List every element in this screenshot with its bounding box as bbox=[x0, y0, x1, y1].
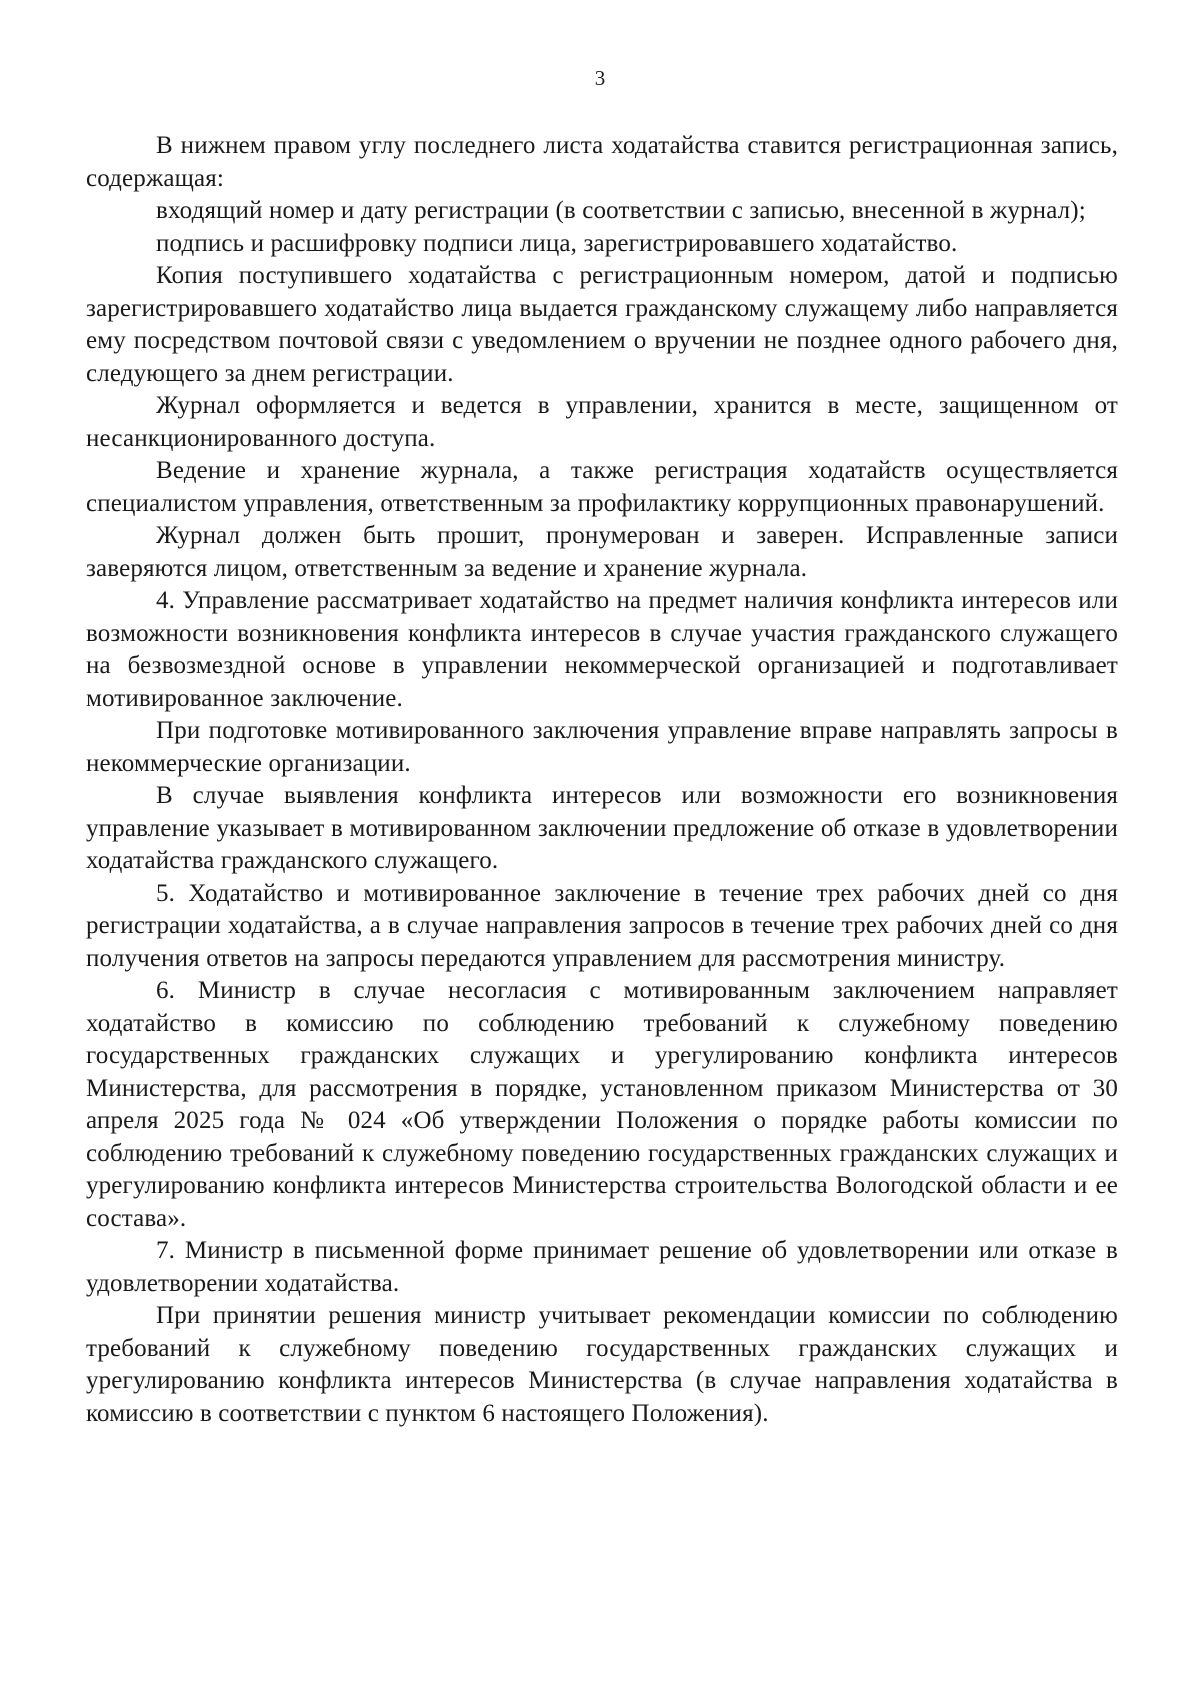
paragraph-copy-issued: Копия поступившего ходатайства с регистрационным номером, датой и подписью зарегистрировавшего ходатайство лица выдается гражданскому служащему либо направляется ему посредством почтовой связи с уведомлением о вручении не позднее одного рабочего дня, следующего за днем регистрации. bbox=[86, 262, 1118, 387]
paragraph-item-6: 6. Министр в случае несогласия с мотивированным заключением направляет ходатайство в комиссию по соблюдению требований к служебному поведению государственных гражданских служащих и урегулированию конфликта интересов Министерства, для рассмотрения в порядке, установленном приказом Министерства от 30 апреля 2025 года № 024 «Об утверждении Положения о порядке работы комиссии по соблюдению требований к служебному поведению государственных гражданских служащих и урегулированию конфликта интересов Министерства строительства Вологодской области и ее состава». bbox=[86, 977, 1118, 1232]
page-number: 3 bbox=[594, 66, 606, 90]
paragraph-registration-record: В нижнем правом углу последнего листа ходатайства ставится регистрационная запись, содержащая: bbox=[86, 132, 1118, 192]
paragraph-requests: При подготовке мотивированного заключения управление вправе направлять запросы в некоммерческие организации. bbox=[86, 717, 1118, 777]
paragraph-commission-recommendations: При принятии решения министр учитывает рекомендации комиссии по соблюдению требований к служебному поведению государственных гражданских служащих и урегулированию конфликта интересов Министерства (в случае направления ходатайства в комиссию в соответствии с пунктом 6 настоящего Положения). bbox=[86, 1302, 1118, 1427]
document-body bbox=[86, 130, 1118, 1430]
paragraph-item-7: 7. Министр в письменной форме принимает решение об удовлетворении или отказе в удовлетворении ходатайства. bbox=[86, 1237, 1118, 1297]
paragraph-journal-binding: Журнал должен быть прошит, пронумерован и заверен. Исправленные записи заверяются лицом, ответственным за ведение и хранение журнала. bbox=[86, 522, 1118, 582]
paragraph-signature: подпись и расшифровку подписи лица, зарегистрировавшего ходатайство. bbox=[156, 229, 958, 257]
paragraph-journal-storage: Журнал оформляется и ведется в управлении, хранится в месте, защищенном от несанкционированного доступа. bbox=[86, 392, 1118, 452]
paragraph-item-4: 4. Управление рассматривает ходатайство на предмет наличия конфликта интересов или возможности возникновения конфликта интересов в случае участия гражданского служащего на безвозмездной основе в управлении некоммерческой организацией и подготавливает мотивированное заключение. bbox=[86, 587, 1118, 712]
paragraph-item-5: 5. Ходатайство и мотивированное заключение в течение трех рабочих дней со дня регистрации ходатайства, а в случае направления запросов в течение трех рабочих дней со дня получения ответов на запросы передаются управлением для рассмотрения министру. bbox=[86, 879, 1118, 972]
paragraph-conflict-found: В случае выявления конфликта интересов или возможности его возникновения управление указывает в мотивированном заключении предложение об отказе в удовлетворении ходатайства гражданского служащего. bbox=[86, 782, 1118, 874]
paragraph-journal-keeping: Ведение и хранение журнала, а также регистрация ходатайств осуществляется специалистом управления, ответственным за профилактику коррупционных правонарушений. bbox=[86, 457, 1118, 517]
paragraph-incoming-number: входящий номер и дату регистрации (в соответствии с записью, внесенной в журнал); bbox=[156, 197, 1086, 224]
